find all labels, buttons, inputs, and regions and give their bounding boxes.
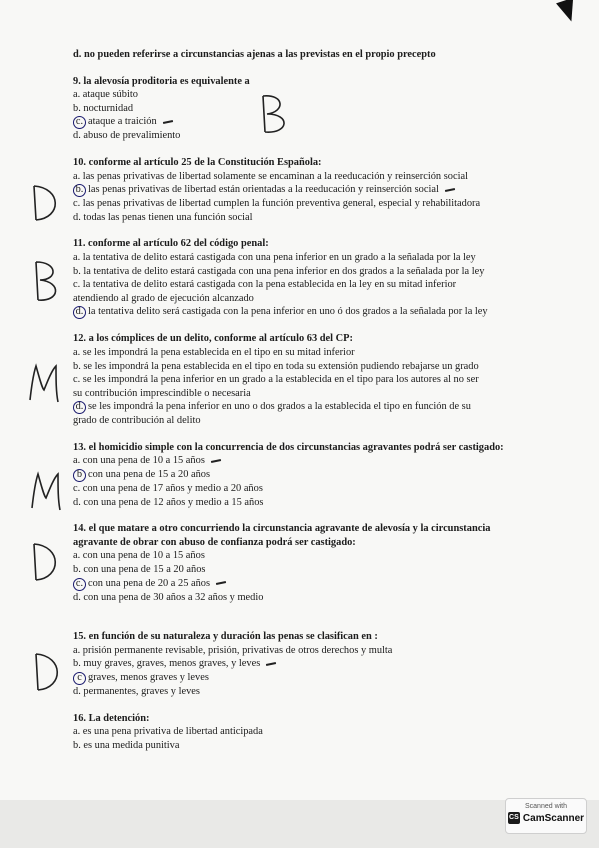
option-a [73, 454, 573, 468]
option-a: a. prisión permanente revisable, prisión, privativas de otros derechos y multa [73, 644, 393, 656]
question-11 [73, 237, 573, 319]
option-b: b. con una pena de 15 a 20 años [73, 564, 206, 576]
check-mark-icon [163, 120, 173, 124]
question-title: 13. el homicidio simple con la concurrencia de dos circunstancias agravantes podrá ser castigado: [73, 441, 504, 453]
question-title: 16. La detención: [73, 712, 150, 724]
option-c: c. con una pena de 17 años y medio a 20 años [73, 483, 263, 495]
handwritten-answer-q13 [28, 470, 66, 517]
option-c [73, 577, 573, 591]
circled-letter: d. [73, 306, 86, 319]
circled-letter: c [73, 672, 86, 685]
option-c-continued: su contribución imprescindible o necesaria [73, 387, 251, 399]
option-a: a. las penas privativas de libertad solamente se encaminan a la reeducación y reinserción social [73, 170, 468, 182]
option-b: b. la tentativa de delito estará castigada con una pena inferior en dos grados a la señalada por la ley [73, 265, 485, 277]
option-a: a. es una pena privativa de libertad anticipada [73, 726, 263, 738]
question-title: 9. la alevosía proditoria es equivalente a [73, 75, 250, 87]
question-title: 14. el que matare a otro concurriendo la circunstancia agravante de alevosía y la circunstancia [73, 523, 491, 535]
option-b [73, 657, 573, 671]
question-9 [73, 75, 573, 143]
question-title: 11. conforme al artículo 62 del código penal: [73, 238, 269, 250]
option-d [73, 305, 573, 319]
option-c: c. la tentativa de delito estará castigada con la pena establecida en la ley en su mitad inferior [73, 279, 457, 291]
option-b [73, 183, 573, 197]
circled-letter: c. [73, 116, 86, 129]
question-15 [73, 630, 573, 698]
option-a: a. la tentativa de delito estará castigada con una pena inferior en un grado a la señalada por la ley [73, 251, 476, 263]
option-b: b. nocturnidad [73, 102, 134, 114]
option-c: c. se les impondrá la pena inferior en un grado a la establecida en el tipo para los autores al no ser [73, 374, 479, 386]
camscanner-watermark [505, 798, 587, 834]
circled-letter: d. [73, 401, 86, 414]
handwritten-answer-q15 [30, 650, 64, 699]
option-a: a. se les impondrá la pena establecida en el tipo en su mitad inferior [73, 346, 355, 358]
check-mark-icon [216, 581, 226, 585]
option-text: a. con una pena de 10 a 15 años [73, 455, 205, 467]
handwritten-answer-q14 [28, 540, 62, 589]
question-title: 15. en función de su naturaleza y duración las penas se clasifican en : [73, 631, 378, 643]
corner-fold-mark [556, 0, 580, 24]
option-c-continued: atendiendo al grado de ejecución alcanzado [73, 292, 254, 304]
option-a: a. ataque súbito [73, 89, 138, 101]
option-text: ataque a traición [88, 116, 157, 128]
check-mark-icon [266, 662, 276, 666]
check-mark-icon [445, 188, 455, 192]
option-d [73, 400, 573, 414]
option-text: con una pena de 20 a 25 años [88, 577, 211, 589]
watermark-caption: Scanned with [524, 803, 568, 810]
handwritten-answer-q12 [26, 362, 64, 409]
option-d: d. abuso de prevalimiento [73, 130, 181, 142]
exam-content [73, 48, 573, 765]
option-text: se les impondrá la pena inferior en uno o dos grados a la establecida el tipo en función de su [88, 401, 471, 413]
option-d: d. con una pena de 12 años y medio a 15 años [73, 496, 264, 508]
circled-letter: b. [73, 184, 86, 197]
option-text: con una pena de 15 a 20 años [88, 469, 211, 481]
option-text: la tentativa delito será castigada con la pena inferior en uno ó dos grados a la señalada por la ley [88, 306, 488, 318]
option-text: b. muy graves, graves, menos graves, y leves [73, 658, 261, 670]
option-d: d. todas las penas tienen una función social [73, 211, 253, 223]
question-12 [73, 332, 573, 428]
question-16 [73, 712, 573, 753]
option-b: b. se les impondrá la pena establecida en el tipo en toda su extensión pudiendo rebajarse un grado [73, 360, 479, 372]
option-c [73, 671, 573, 685]
question-10 [73, 156, 573, 224]
circled-letter: b [73, 469, 86, 482]
option-b: b. es una medida punitiva [73, 739, 180, 751]
check-mark-icon [211, 459, 221, 463]
question-title: 10. conforme al artículo 25 de la Constitución Española: [73, 156, 322, 168]
watermark-brand [506, 812, 586, 824]
watermark-name: CamScanner [522, 812, 585, 824]
camscanner-logo-icon: CS [508, 812, 520, 824]
handwritten-answer-q11 [28, 258, 62, 309]
option-d: d. con una pena de 30 años a 32 años y medio [73, 591, 264, 603]
circled-letter: c. [73, 578, 86, 591]
option-text: las penas privativas de libertad están orientadas a la reeducación y reinserción social [88, 184, 439, 196]
option-b [73, 468, 573, 482]
question-13 [73, 441, 573, 509]
option-d-continued: grado de contribución al delito [73, 415, 201, 427]
question-14 [73, 522, 573, 604]
q8-option-d: d. no pueden referirse a circunstancias ajenas a las previstas en el propio precepto [73, 49, 436, 60]
question-title: 12. a los cómplices de un delito, conforme al artículo 63 del CP: [73, 333, 353, 345]
option-text: graves, menos graves y leves [88, 672, 209, 683]
option-c: c. las penas privativas de libertad cumplen la función preventiva general, especial y rehabilitadora [73, 198, 481, 210]
option-a: a. con una pena de 10 a 15 años [73, 550, 205, 562]
handwritten-answer-q10 [28, 182, 62, 229]
question-title-continued: agravante de obrar con abuso de confianza podrá ser castigado: [73, 536, 356, 548]
option-d: d. permanentes, graves y leves [73, 686, 200, 697]
option-c [73, 115, 573, 129]
